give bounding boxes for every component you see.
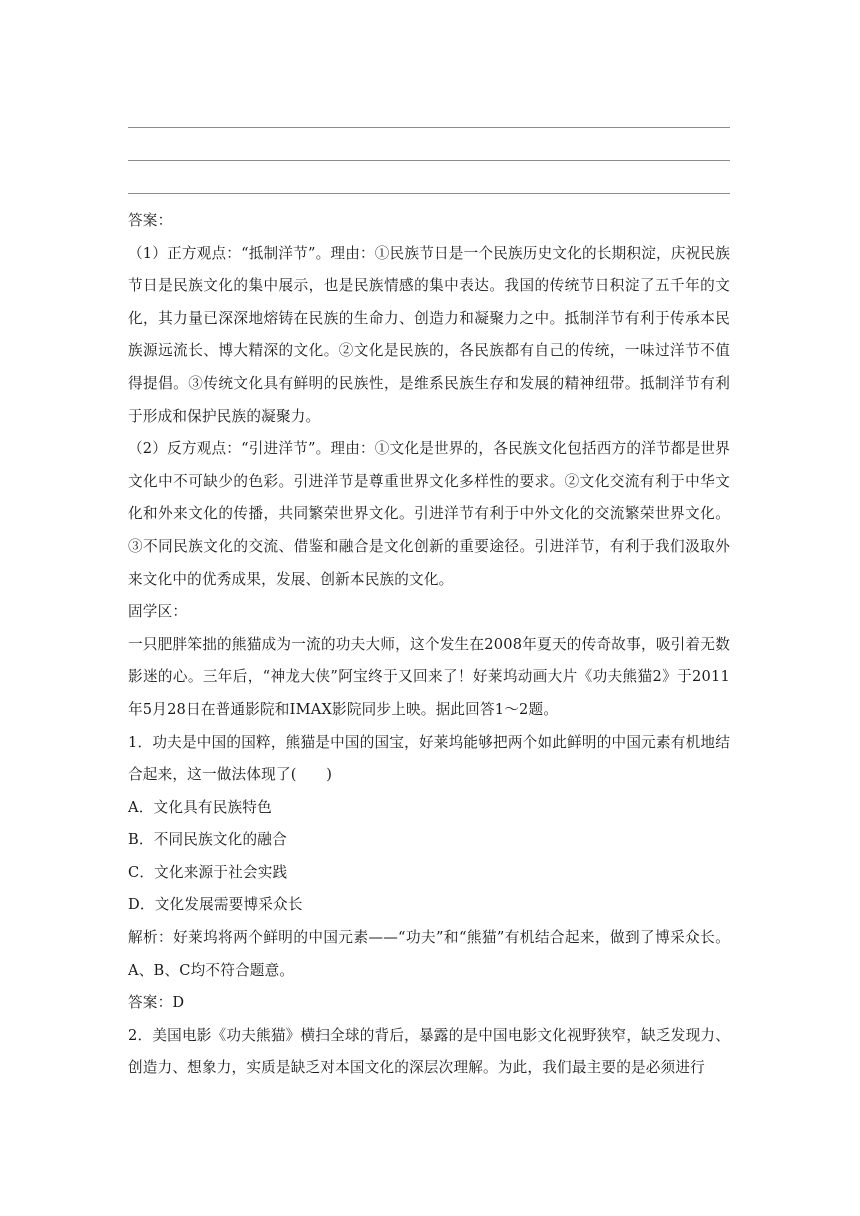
question-1-answer: 答案：D <box>128 994 185 1012</box>
answer-point-2: （2）反方观点：“引进洋节”。理由：①文化是世界的，各民族文化包括西方的洋节都是世界文化中不可缺少的色彩。引进洋节是尊重世界文化多样性的要求。②文化交流有利于中华文化和外来文化的传播，共同繁荣世界文化。引进洋节有利于中外文化的交流繁荣世界文化。③不同民族文化的交流、借鉴和融合是文化创新的重要途径。引进洋节，有利于我们汲取外来文化中的优秀成果，发展、创新本民族的文化。 <box>128 440 730 588</box>
blank-answer-line-2 <box>128 160 730 161</box>
section-label: 固学区： <box>128 603 188 621</box>
question-1-analysis: 解析：好莱坞将两个鲜明的中国元素——“功夫”和“熊猫”有机结合起来，做到了博采众长。A、B、C均不符合题意。 <box>128 929 730 979</box>
question-2-stem: 2．美国电影《功夫熊猫》横扫全球的背后，暴露的是中国电影文化视野狭窄，缺乏发现力、创造力、想象力，实质是缺乏对本国文化的深层次理解。为此，我们最主要的是必须进行 <box>128 1026 730 1077</box>
question-1-stem: 1．功夫是中国的国粹，熊猫是中国的国宝，好莱坞能够把两个如此鲜明的中国元素有机地结合起来，这一做法体现了( ) <box>128 733 730 784</box>
blank-answer-line-3 <box>128 193 730 194</box>
reading-intro: 一只肥胖笨拙的熊猫成为一流的功夫大师，这个发生在2008年夏天的传奇故事，吸引着无数影迷的心。三年后，“神龙大侠”阿宝终于又回来了！好莱坞动画大片《功夫熊猫2》于2011年5月28日在普通影院和IMAX影院同步上映。据此回答1～2题。 <box>128 635 730 718</box>
answer-label: 答案： <box>128 212 173 229</box>
blank-answer-line-1 <box>128 127 730 128</box>
question-1-option-c: C．文化来源于社会实践 <box>128 863 288 881</box>
answer-point-1: （1）正方观点：“抵制洋节”。理由：①民族节日是一个民族历史文化的长期积淀，庆祝民族节日是民族文化的集中展示，也是民族情感的集中表达。我国的传统节日积淀了五千年的文化，其力量已深深地熔铸在民族的生命力、创造力和凝聚力之中。抵制洋节有利于传承本民族源远流长、博大精深的文化。②文化是民族的，各民族都有自己的传统，一味过洋节不值得提倡。③传统文化具有鲜明的民族性，是维系民族生存和发展的精神纽带。抵制洋节有利于形成和保护民族的凝聚力。 <box>128 244 730 425</box>
question-1-option-b: B．不同民族文化的融合 <box>128 831 287 849</box>
question-1-option-d: D．文化发展需要博采众长 <box>128 896 303 914</box>
question-1-option-a: A．文化具有民族特色 <box>128 798 272 816</box>
document-body <box>128 205 730 1085</box>
